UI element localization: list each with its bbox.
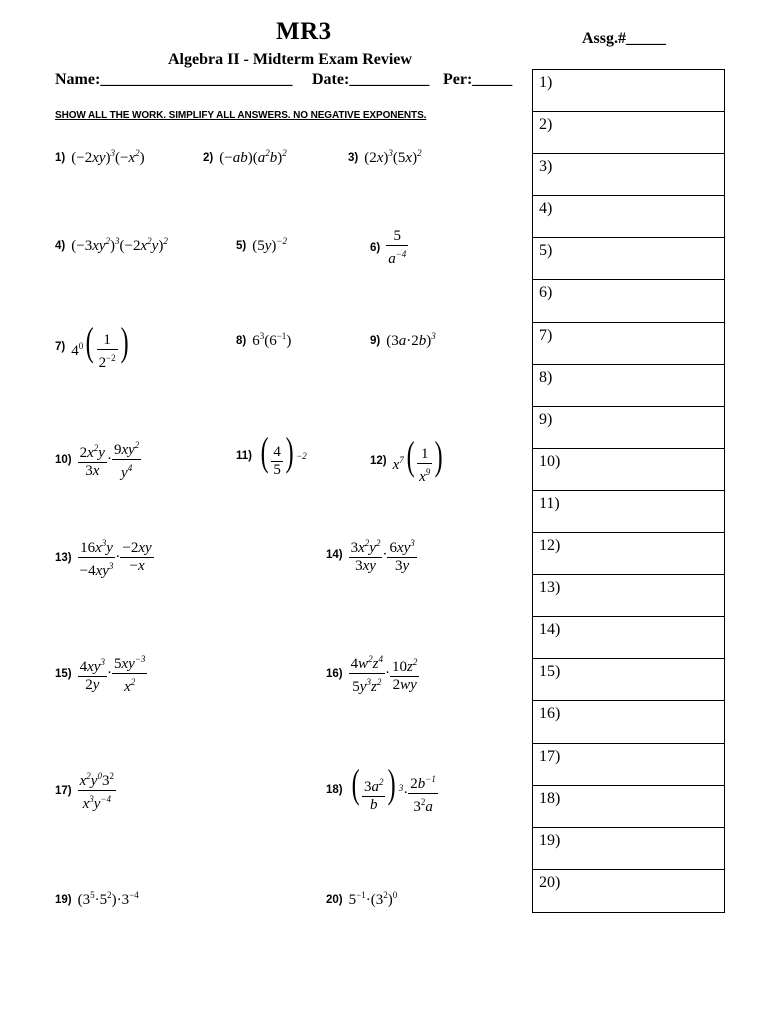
problem-number: 12) <box>370 454 387 467</box>
worksheet-subtitle: Algebra II - Midterm Exam Review <box>168 51 412 68</box>
problem-number: 15) <box>55 667 72 680</box>
problem-number: 7) <box>55 340 66 353</box>
problem-8 <box>236 331 291 350</box>
answer-box[interactable]: 16) <box>533 701 724 743</box>
answer-box[interactable]: 17) <box>533 744 724 786</box>
problem-2 <box>203 148 287 167</box>
problem-number: 8) <box>236 334 247 347</box>
problem-number: 3) <box>348 151 359 164</box>
problem-number: 11) <box>236 449 252 462</box>
worksheet-title: MR3 <box>276 18 332 45</box>
expression: $\frac{x^2y^03^2}{x^3y^{-4}}$ <box>78 768 116 813</box>
expression: $\frac{3x^2y^2}{3xy}$ · $\frac{6xy^3}{3y}$ <box>349 535 417 575</box>
expression: $4^0$( $\frac{1}{2^{-2}}$ ) <box>71 319 129 371</box>
expression: $\frac{5}{a^{-4}}$ <box>388 228 407 267</box>
answer-box[interactable]: 10) <box>533 449 724 491</box>
expression: $(-3xy^2)^3(-2x^2y)^2$ <box>71 236 168 254</box>
answer-box[interactable]: 8) <box>533 365 724 407</box>
problem-number: 6) <box>370 242 381 254</box>
problem-18 <box>326 761 438 816</box>
problem-number: 10) <box>55 453 72 466</box>
answer-box[interactable]: 15) <box>533 659 724 701</box>
expression: $(-ab)(a^2b)^2$ <box>219 148 287 166</box>
answer-box[interactable]: 13) <box>533 575 724 617</box>
problem-number: 2) <box>203 151 214 164</box>
problem-9 <box>370 331 436 350</box>
expression: $\frac{4xy^3}{2y}$ · $\frac{5xy^{-3}}{x^2}$ <box>78 651 148 696</box>
expression: $x^7$( $\frac{1}{x^9}$ ) <box>392 433 443 485</box>
answer-box[interactable]: 12) <box>533 533 724 575</box>
problem-19 <box>55 890 139 909</box>
answer-box[interactable]: 7) <box>533 323 724 365</box>
problem-20 <box>326 890 397 909</box>
expression: $(3a\cdot 2b)^3$ <box>386 331 436 349</box>
problem-17 <box>55 768 116 813</box>
problem-number: 5) <box>236 239 247 252</box>
answer-box[interactable]: 3) <box>533 154 724 196</box>
expression: $(5y)^{-2}$ <box>252 236 287 254</box>
problem-14 <box>326 535 417 575</box>
problem-16 <box>326 651 419 696</box>
name-field: Name:________________________ <box>55 71 293 88</box>
problem-4 <box>55 236 168 255</box>
problem-5 <box>236 236 287 255</box>
problem-number: 4) <box>55 239 66 252</box>
expression: ( $\frac{3a^2}{b}$ ) $^3$· $\frac{2b^{-1}}{3^2a}$ <box>351 761 436 816</box>
problem-3 <box>348 148 422 167</box>
answer-box[interactable]: 5) <box>533 238 724 280</box>
problem-number: 20) <box>326 893 343 906</box>
answer-box[interactable]: 20) <box>539 873 561 891</box>
answer-box[interactable]: 11) <box>533 491 724 533</box>
problem-12 <box>370 433 446 486</box>
problem-number: 16) <box>326 667 343 680</box>
problem-number: 17) <box>55 784 72 797</box>
problem-10 <box>55 437 141 482</box>
problem-number: 14) <box>326 549 343 561</box>
date-field: Date:__________ <box>312 71 430 88</box>
expression: $6^3(6^{-1})$ <box>252 331 292 349</box>
expression: $5^{-1}\cdot(3^2)^0$ <box>348 890 398 908</box>
assignment-number: Assg.#_____ <box>582 30 667 47</box>
expression: $(3^5\cdot 5^2)\cdot 3^{-4}$ <box>77 890 139 908</box>
problem-number: 13) <box>55 551 72 564</box>
answer-box[interactable]: 6) <box>533 280 724 322</box>
expression: $\frac{4w^2z^4}{5y^3z^2}$ · $\frac{10z^2}{2wy}$ <box>349 651 420 696</box>
problem-1 <box>55 148 145 167</box>
problem-number: 9) <box>370 334 381 347</box>
answer-box[interactable]: 18) <box>533 786 724 828</box>
answer-box[interactable]: 9) <box>533 407 724 449</box>
problem-11 <box>236 429 307 479</box>
expression: $\frac{2x^2y}{3x}$ · $\frac{9xy^2}{y^4}$ <box>78 437 142 482</box>
expression: $(2x)^3(5x)^2$ <box>364 148 422 166</box>
expression: $\frac{16x^3y}{-4xy^3}$ · $\frac{-2xy}{-x}$ <box>78 535 154 580</box>
expression: $(-2xy)^3(-x^2)$ <box>71 148 145 166</box>
problem-15 <box>55 651 147 696</box>
problem-number: 18) <box>326 784 343 797</box>
period-field: Per:_____ <box>443 71 513 88</box>
answer-box[interactable]: 4) <box>533 196 724 238</box>
problem-number: 1) <box>55 151 66 164</box>
answer-box[interactable]: 19) <box>533 828 724 870</box>
answer-box[interactable]: 14) <box>533 617 724 659</box>
answer-column <box>532 69 725 913</box>
expression: ( $\frac{4}{5}$ ) $^{-2}$ <box>260 429 307 479</box>
problem-7 <box>55 319 131 372</box>
instructions: SHOW ALL THE WORK. SIMPLIFY ALL ANSWERS. NO NEGATIVE EXPONENTS. <box>55 110 427 121</box>
problem-number: 19) <box>55 893 72 906</box>
answer-box[interactable]: 2) <box>533 112 724 154</box>
problem-6 <box>370 228 408 268</box>
answer-box[interactable]: 1) <box>533 70 724 112</box>
problem-13 <box>55 535 154 580</box>
